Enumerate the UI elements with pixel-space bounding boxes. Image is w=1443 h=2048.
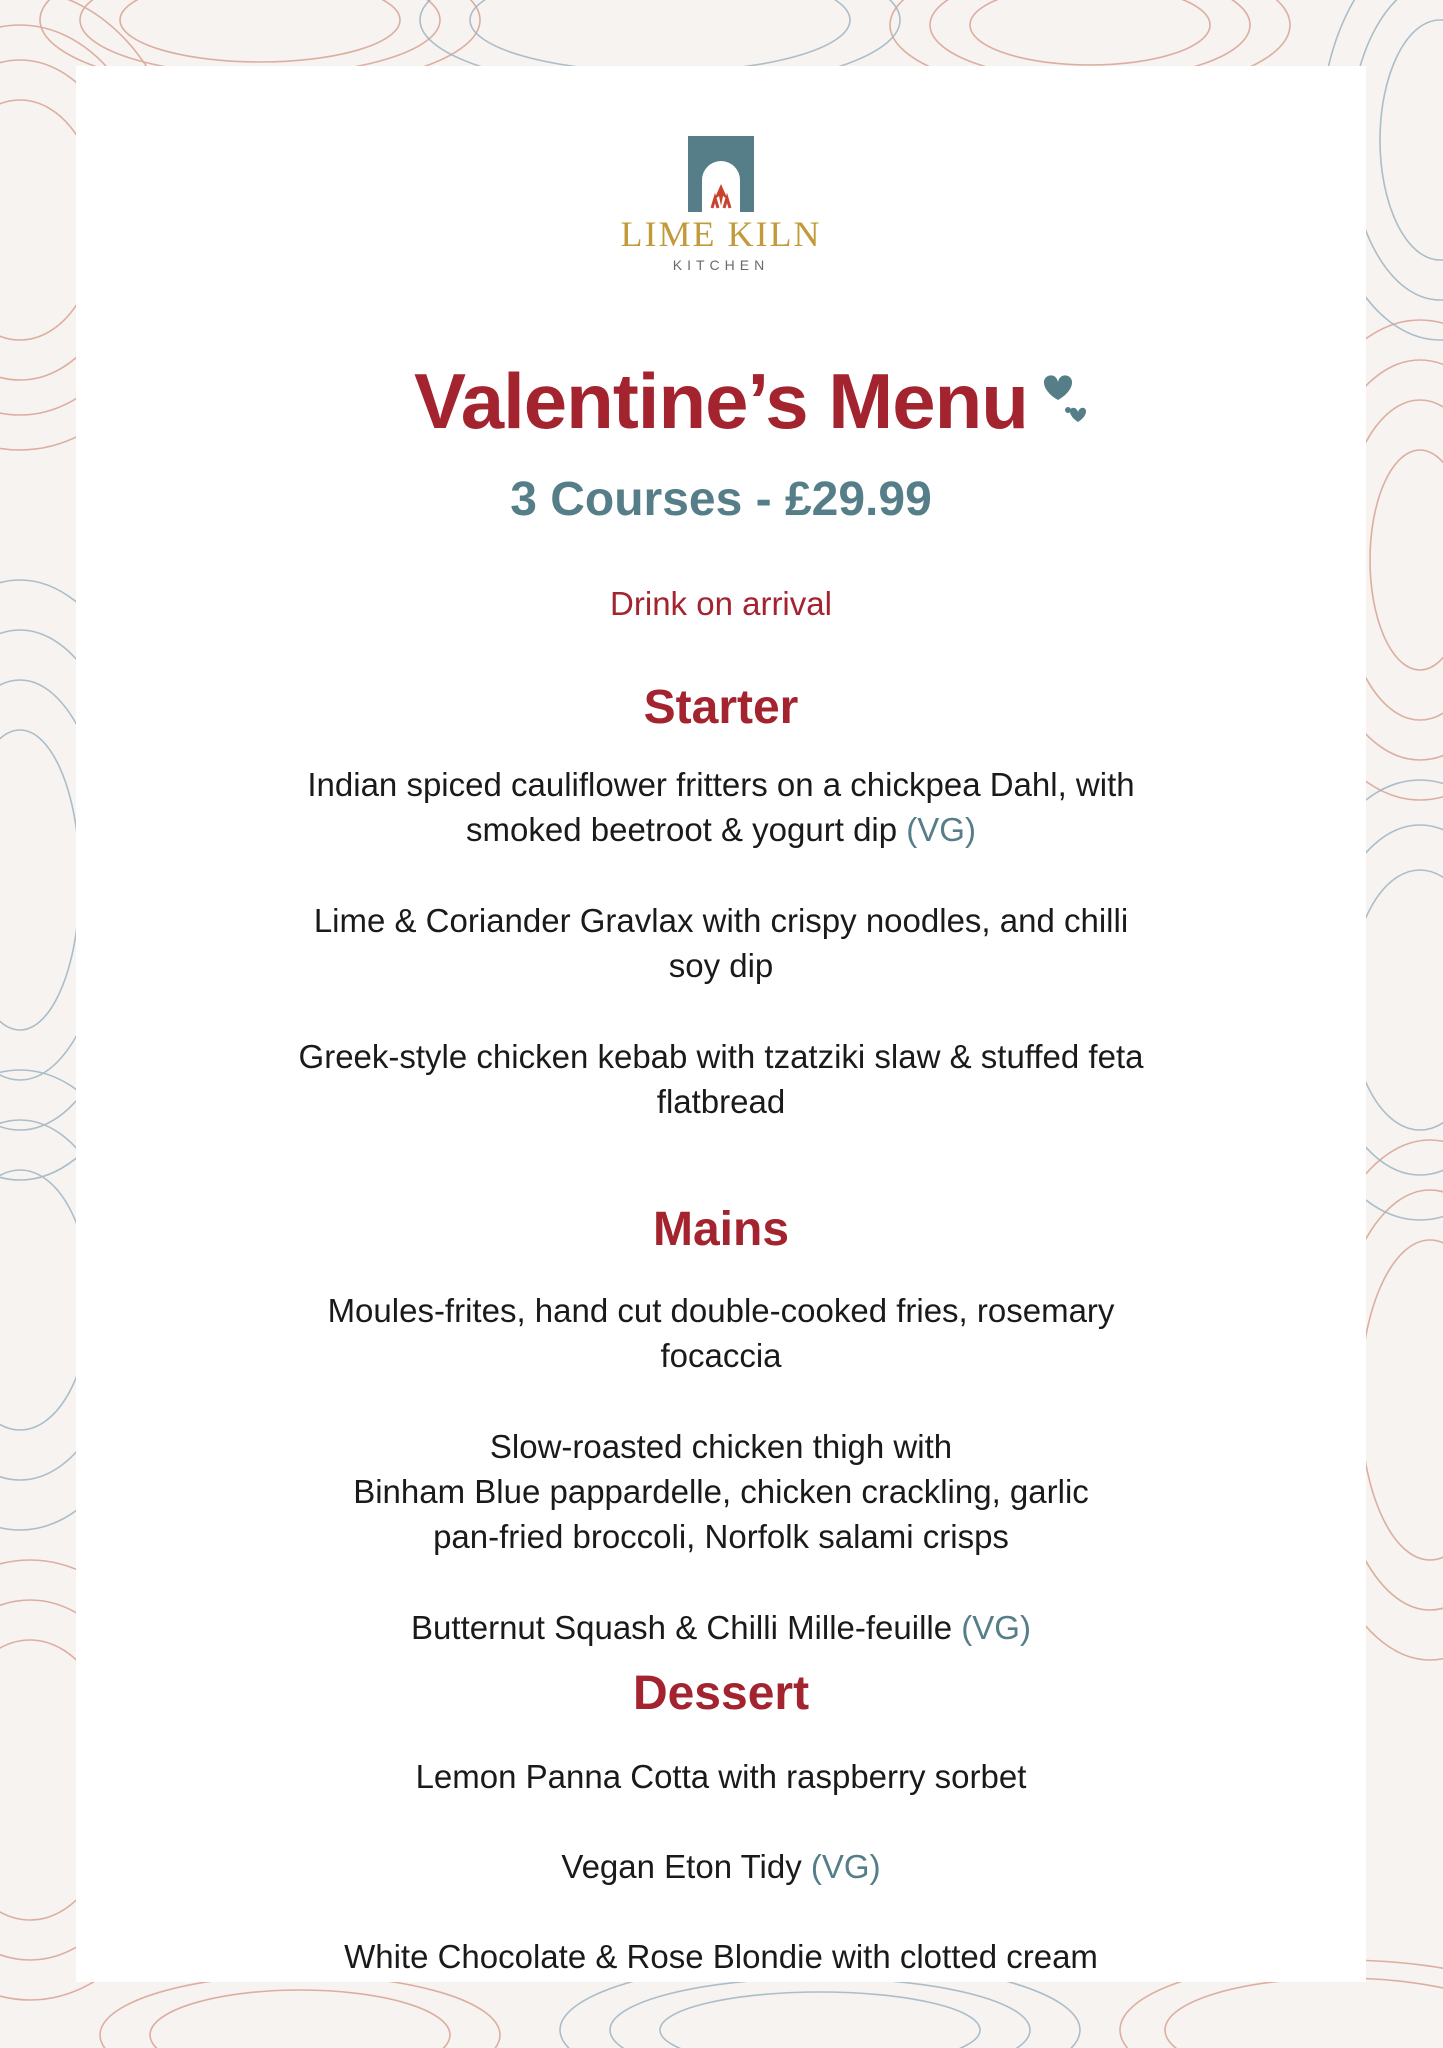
starter-heading: Starter — [643, 681, 799, 734]
dish-text: Vegan Eton Tidy — [561, 1848, 802, 1885]
mains-dish-2 — [196, 1424, 1246, 1559]
dessert-dish-2 — [196, 1844, 1246, 1889]
mains-dish-3 — [196, 1605, 1246, 1650]
menu-card — [76, 66, 1366, 1982]
price-line: 3 Courses - £29.99 — [510, 473, 932, 526]
dish-text: Binham Blue pappardelle, chicken crackling, garlic — [353, 1473, 1089, 1510]
dish-text: smoked beetroot & yogurt dip — [466, 811, 898, 848]
dish-text: Lemon Panna Cotta with raspberry sorbet — [415, 1758, 1027, 1795]
starter-dish-3 — [196, 1034, 1246, 1124]
dish-text: pan-fried broccoli, Norfolk salami crisps — [433, 1518, 1009, 1555]
vegan-tag: (VG) — [906, 811, 976, 848]
kiln-oven-icon — [676, 136, 766, 212]
dish-text: soy dip — [668, 947, 774, 984]
starter-dish-1 — [196, 762, 1246, 852]
dish-text: Slow-roasted chicken thigh with — [489, 1428, 953, 1465]
dessert-dish-3 — [196, 1934, 1246, 1979]
starter-dish-2 — [196, 898, 1246, 988]
dish-text: White Chocolate & Rose Blondie with clotted cream — [344, 1938, 1098, 1975]
brand-subtitle: KITCHEN — [672, 257, 770, 273]
dessert-heading: Dessert — [632, 1667, 810, 1720]
brand-name: LIME KILN — [620, 214, 822, 254]
dessert-dish-1 — [196, 1754, 1246, 1799]
hearts-icon — [1042, 370, 1090, 430]
dish-text: Lime & Coriander Gravlax with crispy noodles, and chilli — [313, 902, 1129, 939]
dish-text: Butternut Squash & Chilli Mille-feuille — [411, 1609, 953, 1646]
vegan-tag: (VG) — [961, 1609, 1031, 1646]
dish-text: flatbread — [656, 1083, 786, 1120]
dish-text: Greek-style chicken kebab with tzatziki slaw & stuffed feta — [298, 1038, 1144, 1075]
mains-dish-1 — [196, 1288, 1246, 1378]
dish-text: focaccia — [660, 1337, 782, 1374]
menu-title — [414, 356, 1028, 446]
dish-text: Moules-frites, hand cut double-cooked fries, rosemary — [327, 1292, 1115, 1329]
vegan-tag: (VG) — [810, 1848, 881, 1885]
brand-logo — [76, 136, 1366, 274]
mains-heading: Mains — [652, 1203, 790, 1256]
drink-on-arrival: Drink on arrival — [610, 585, 832, 622]
menu-title-text: Valentine’s Menu — [414, 357, 1028, 445]
dish-text: Indian spiced cauliflower fritters on a chickpea Dahl, with — [307, 766, 1135, 803]
title-row — [76, 356, 1366, 446]
